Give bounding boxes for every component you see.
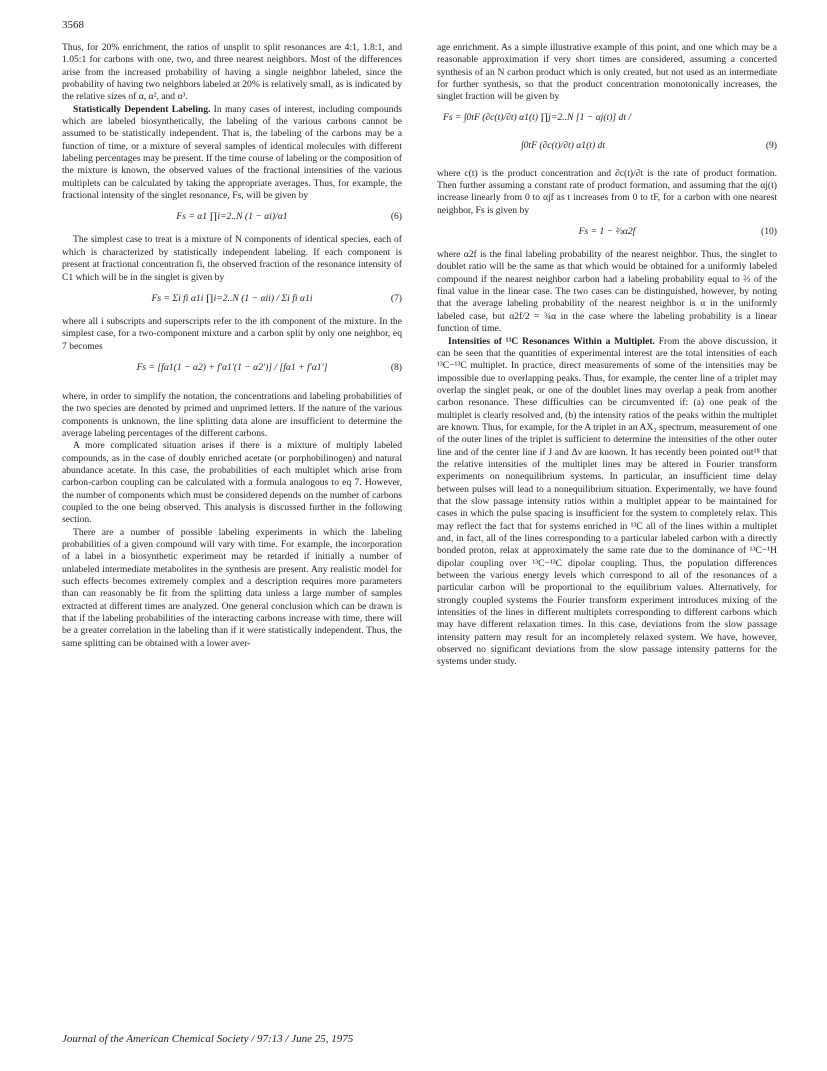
equation-9 [437, 108, 777, 164]
paragraph-text: From the above discussion, it can be seen that the quantities of experimental interest are the total intensities of each ¹³C−¹³C multiplet. In practice, direct measurements of some of the intensities may be impossible due to overlapping peaks. Thus, for example, the center line of a triplet may overlap the singlet peak, or one of the doublet lines may overlap a peak from another carbon resonance. These difficulties can be circumvented if: (a) one peak of the multiplet is clearly resolved and, (b) the intensity ratios of the peaks within the multiplet are known. Thus, for example, for the A triplet in an AX₂ spectrum, measurement of one of the outer lines of the triplet is sufficient to determine the intensities of the other outer line and of the center line if J and Δν are known. It has recently been pointed out¹⁸ that the relative intensities of the multiplet lines may be altered in Fourier transform experiments on nonequilibrium systems. In particular, an insufficient time delay between pulses will lead to a nonequilibrium situation. Experimentally, we have found that the slow passage intensity ratios within a multiplet appear to be maintained for cases in which the pulse spacing is insufficient for the system to completely relax. This may reflect the fact that for systems enriched in ¹³C all of the lines within a multiplet and, in fact, all of the lines corresponding to a particular labeled carbon with a directly bonded proton, relax at approximately the same rate due to the dominance of ¹³C−¹H dipolar coupling over ¹³C−¹³C dipolar coupling. Thus, the population differences between the various energy levels which correspond to all of the resonances of a particular carbon will be proportional to the equilibrium values. Alternatively, for strongly coupled systems the Fourier transform experiment introduces mixing of the intensities of the lines in different multiplets corresponding to different carbons which may have different relaxation times. In this case, deviations from the slow passage intensity pattern may result for an incompletely relaxed system. We have, however, observed no significant deviations from the slow passage intensity patterns for the systems under study. [437, 335, 777, 668]
equation-8 [62, 357, 402, 387]
equation-body: Fs = [fα1(1 − α2) + f′α1′(1 − α2′)] / [fα1 + f′α1′] [136, 361, 328, 373]
paragraph: where α2f is the final labeling probability of the nearest neighbor. Thus, the singlet to doublet ratio will be the same as that which would be obtained for a uniformly labeled compound if the nearest neighbor carbon had a labeling probability equal to ⅔ of the final value in the linear case. The two cases can be distinguished, however, by noting that the average labeling probability of the nearest neighbor is α in the uniformly labeled case, but α2f/2 = ¾α in the case where the labeling probability is a linear function of time. [437, 249, 777, 335]
journal-footer: Journal of the American Chemical Society / 97:13 / June 25, 1975 [62, 1033, 354, 1045]
paragraph: where, in order to simplify the notation, the concentrations and labeling probabilities of the two species are denoted by primed and unprimed letters. If the nature of the various components is unknown, the line splitting data alone are insufficient to determine the average labeling percentages of the different carbons. [62, 390, 402, 439]
equation-number: (8) [390, 361, 402, 373]
equation-number: (9) [765, 139, 777, 151]
left-column [62, 42, 402, 650]
section-heading: Intensities of ¹³C Resonances Within a Multiplet. [448, 335, 655, 347]
equation-body-bottom: ∫0tF (∂c(t)/∂t) α1(t) dt [521, 139, 606, 151]
equation-body: Fs = α1 ∏i=2..N (1 − αi)/α1 [176, 211, 288, 223]
equation-number: (6) [390, 211, 402, 223]
paragraph: where all i subscripts and superscripts refer to the ith component of the mixture. In the simplest case, for a two-component mixture and a carbon split by only one neighbor, eq 7 becomes [62, 315, 402, 352]
paragraph-text: In many cases of interest, including compounds which are labeled biosynthetically, the labeling of the various carbons cannot be assumed to be statistically independent. That is, the labeling of the carbons may be a function of time, or a mixture of several samples of identical molecules with different labeling percentages may be present. If the time course of labeling or the composition of the mixture is known, the observed values of the fractional intensities of the various multiplets can be calculated by taking the appropriate averages. Thus, for example, the fractional intensity of the singlet resonance, Fs, will be given by [62, 103, 402, 202]
page-number: 3568 [62, 19, 84, 31]
section-heading: Statistically Dependent Labeling. [73, 103, 211, 115]
paragraph: age enrichment. As a simple illustrative example of this point, and one which may be a reasonable approximation if very short times are considered, assuming a concerted synthesis of an N carbon product which is only created, but not used as an intermediate for further synthesis, so that the product concentration monotonically increases, the singlet fraction will be given by [437, 42, 777, 103]
equation-number: (7) [390, 292, 402, 304]
equation-7 [62, 288, 402, 312]
paragraph: A more complicated situation arises if there is a mixture of multiply labeled compounds, as in the case of doubly enriched acetate (or porphobilinogen) and natural abundance acetate. In this case, the probabilities of each multiplet which arise from carbon-carbon coupling can be calculated with a formula analogous to eq 7. However, the number of components which must be considered depends on the number of carbons coupled to the one being observed. This analysis is discussed further in the following section. [62, 440, 402, 526]
equation-6 [62, 206, 402, 230]
paragraph: There are a number of possible labeling experiments in which the labeling probabilities of a given compound will vary with time. For example, the incorporation of a label in a biosynthetic experiment may be retarded if initially a number of unlabeled intermediate metabolites in the synthesis are present. Any realistic model for such effects becomes extremely complex and a description requires more parameters than can reasonably be fit from the splitting data unless a large number of samples extracted at different times are analyzed. One general conclusion which can be drawn is that if the labeling probabilities of the interacting carbons increase with time, there will be a greater correlation in the labeling than if it were statistically independent. Thus, the same splitting can be obtained with a lower aver- [62, 526, 402, 649]
paragraph [62, 104, 402, 203]
equation-body-top: Fs = ∫0tF (∂c(t)/∂t) α1(t) ∏j=2..N [1 − αj(t)] dt / [443, 111, 632, 123]
paragraph: The simplest case to treat is a mixture of N components of identical species, each of which is characterized by statistically independent labeling. If each component is present at fractional concentration fi, the observed fraction of the resonance intensity of C1 which will be in the singlet is given by [62, 234, 402, 283]
equation-number: (10) [761, 226, 777, 238]
paragraph: where c(t) is the product concentration and ∂c(t)/∂t is the rate of product formation. Then further assuming a constant rate of product formation, and assuming that the αj(t) increase linearly from 0 to αjf as t increases from 0 to tF, for a carbon with one nearest neighbor, Fs is given by [437, 167, 777, 216]
paragraph: Thus, for 20% enrichment, the ratios of unsplit to split resonances are 4:1, 1.8:1, and 1.05:1 for carbons with one, two, and three nearest neighbors. Most of the differences arise from the increased probability of having a single neighbor labeled, since the probability of having two neighbors labeled at 20% is relatively small, as is indicated by the relative sizes of α, α², and α³. [62, 42, 402, 103]
equation-body: Fs = Σi fi α1i ∏i=2..N (1 − αii) / Σi fi α1i [151, 292, 313, 304]
right-column [437, 42, 777, 669]
paragraph [437, 336, 777, 669]
equation-10 [437, 221, 777, 245]
equation-body: Fs = 1 − ⅔α2f [578, 226, 636, 238]
